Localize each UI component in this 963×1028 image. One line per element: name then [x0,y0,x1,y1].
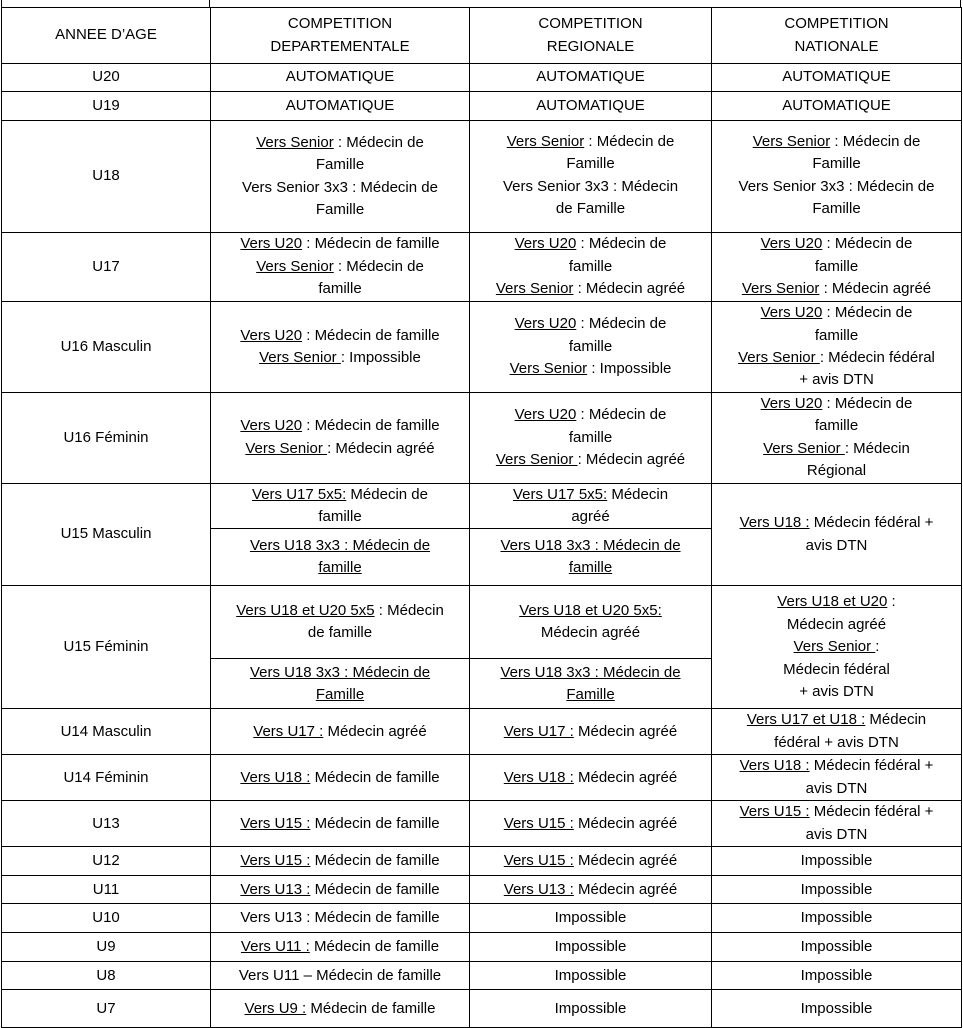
cell-text: Médecin [607,485,669,503]
cell-line [716,636,957,658]
cell-text: : Impossible [340,349,421,366]
nat-cell [712,755,962,801]
cell-text: Médecin agréé [573,814,678,832]
nat-cell: Impossible [712,990,962,1028]
age-cell: U19 [2,92,211,121]
cell-line [474,449,707,471]
reg-cell [470,233,712,302]
header-nat-line1: COMPETITION [784,15,889,33]
age-cell: U18 [2,121,211,233]
table-row [2,393,962,484]
cell-line [215,325,465,347]
cell-link-text: Vers Senior [256,257,334,275]
dept-cell [211,302,470,393]
cell-line: famille [568,428,613,446]
cell-link-text: Vers U15 : [240,814,311,832]
cell-text: Médecin agréé [573,768,678,786]
cell-text: Médecin agréé [573,852,678,870]
header-reg-line1: COMPETITION [538,15,643,33]
cell-line: Médecin agréé [786,615,887,633]
dept-cell: AUTOMATIQUE [211,64,470,92]
header-reg-line2: REGIONALE [546,37,635,55]
nat-cell: AUTOMATIQUE [712,64,962,92]
cell-link-text: Vers Senior [738,349,820,366]
header-row [2,8,962,64]
cell-line: + avis DTN [799,683,874,701]
cell-line: Vers Senior 3x3 : Médecin de [738,177,935,195]
table-row [2,847,962,876]
cell-text: Médecin de [346,485,428,503]
cell-link-text: Vers U18 3x3 : Médecin de [500,663,681,681]
cell-line [474,484,707,506]
cell-line: de famille [307,624,373,642]
cell-text: : Médecin de [822,235,913,253]
age-cell: U10 [2,904,211,933]
cell-link-text: Vers U17 : [503,722,574,740]
cell-text: Médecin de famille [310,814,440,832]
cell-text: Médecin fédéral + [809,514,934,532]
table-row [2,933,962,962]
dept-cell [211,755,470,801]
nat-cell [712,483,962,586]
cell-line [215,415,465,437]
table-row [2,483,962,529]
cell-text: : Médecin agréé [573,280,686,298]
age-cell: U14 Masculin [2,709,211,755]
cell-text: : Médecin de [822,395,913,412]
age-cell: U17 [2,233,211,302]
cell-link-text: Vers U20 [760,304,823,322]
cell-link-text: Vers Senior [245,439,328,457]
cell-line [215,233,465,255]
cell-link-text: Vers U13 : [240,880,311,898]
cell-line [474,358,707,380]
reg-cell: Impossible [470,904,712,933]
table-row [2,302,962,393]
dept-cell [211,801,470,847]
age-cell: U11 [2,876,211,904]
cell-line: famille [318,280,362,298]
cell-text: Médecin [865,711,927,729]
cell-link-text: Vers U20 [514,235,577,253]
cell-text: Médecin de famille [310,880,440,898]
cell-text: Médecin de famille [309,938,440,956]
cell-text: : Médecin de [576,406,667,424]
cell-text: : Médecin de [576,315,667,333]
table-row [2,755,962,801]
cell-text: : Médecin agréé [577,451,686,469]
cell-line: famille [814,417,859,435]
table-row [2,801,962,847]
cell-line [716,393,957,415]
cell-line: + avis DTN [799,371,874,389]
cell-link-text: Vers U18 et U20 [777,593,888,611]
cell-line [716,591,957,613]
reg-cell [470,483,712,529]
cell-line [474,131,707,153]
nat-cell: Impossible [712,933,962,962]
cell-link-text: Vers U15 : [503,814,574,832]
cell-line [716,512,957,534]
cell-link-text: Vers U18 et U20 5x5: [519,602,662,620]
cell-line: famille [568,337,613,355]
cell-link-text: Vers U20 [514,406,577,424]
cell-text: Médecin agréé [323,722,427,740]
cell-link-text: Vers U17 5x5: [512,485,608,503]
cell-text: Médecin fédéral + [809,757,934,775]
cell-link-text: famille [318,559,362,577]
cell-line [215,484,465,506]
cell-line: agréé [571,508,610,526]
cell-text: : Impossible [587,360,672,378]
cell-link-text: Vers U18 3x3 : Médecin de [249,537,431,555]
reg-cell [470,529,712,586]
cell-line: famille [568,257,613,275]
cell-line [716,438,957,460]
reg-cell [470,302,712,393]
cell-link-text: Vers Senior [793,638,876,656]
cell-line: Régional [806,462,867,480]
header-departementale [211,8,470,64]
cell-line [716,278,957,300]
nat-cell [712,801,962,847]
cell-line: Vers Senior 3x3 : Médecin de [242,178,438,196]
dept-cell [211,709,470,755]
cell-line [716,233,957,255]
nat-cell [712,302,962,393]
cell-line [716,302,957,324]
cell-text: Médecin de famille [310,852,440,870]
reg-cell [470,755,712,801]
dept-cell [211,847,470,876]
dept-cell [211,233,470,302]
header-regionale [470,8,712,64]
cell-link-text: Vers U18 : [240,768,311,786]
cell-line [716,347,957,369]
reg-cell [470,801,712,847]
dept-cell [211,529,470,586]
cell-link-text: Vers Senior [763,439,845,457]
cell-text: : Médecin de famille [302,235,440,253]
table-row [2,233,962,302]
cell-link-text: Famille [315,685,365,703]
table-row [2,64,962,92]
cell-text: : Médecin fédéral [819,349,935,366]
reg-cell [470,847,712,876]
cell-link-text: Vers U18 et U20 5x5 [236,602,375,620]
cell-line [215,256,465,278]
nat-cell [712,709,962,755]
cell-link-text: Vers U18 : [739,514,810,532]
nat-cell: AUTOMATIQUE [712,92,962,121]
cell-text: Médecin fédéral + [809,803,934,821]
cell-text: : Médecin [844,439,910,457]
age-cell: U12 [2,847,211,876]
reg-cell [470,876,712,904]
cell-link-text: Vers U20 [240,417,303,435]
dept-cell [211,933,470,962]
cell-text: : Médecin de [822,304,913,322]
cell-link-text: Vers U18 : [739,757,810,775]
dept-cell: Vers U11 – Médecin de famille [211,962,470,990]
cell-line: Famille [566,155,615,173]
cell-line: famille [814,257,859,275]
cell-link-text: Vers U17 : [253,722,324,740]
cell-line [215,438,465,460]
dept-cell [211,990,470,1028]
age-cell: U9 [2,933,211,962]
cell-line: Médecin fédéral [783,660,890,678]
cell-line: Famille [315,200,365,218]
cell-link-text: Vers U17 et U18 : [746,711,866,729]
cell-text: Médecin de famille [306,999,436,1017]
cell-line: Famille [315,156,365,174]
reg-cell [470,121,712,233]
dept-cell [211,586,470,659]
cell-line: famille [814,326,859,344]
age-cell: U13 [2,801,211,847]
reg-cell [470,709,712,755]
age-cell: U16 Masculin [2,302,211,393]
nat-cell: Impossible [712,962,962,990]
cell-link-text: Vers U11 : [240,938,310,956]
nat-cell: Impossible [712,847,962,876]
dept-cell: AUTOMATIQUE [211,92,470,121]
cell-line: Vers Senior 3x3 : Médecin [502,177,679,195]
cell-link-text: Vers Senior [495,451,578,469]
dept-cell [211,121,470,233]
age-cell: U15 Féminin [2,586,211,709]
cell-line [474,313,707,335]
table-top-divider [209,0,210,7]
cell-link-text: Vers U15 : [503,852,574,870]
cell-text: : [875,638,880,656]
age-cell: U8 [2,962,211,990]
cell-line: de Famille [555,200,626,218]
age-cell: U7 [2,990,211,1028]
cell-link-text: Vers U18 3x3 : Médecin de [500,537,681,555]
cell-line [716,131,957,153]
cell-link-text: Vers U15 : [739,803,810,821]
cell-link-text: Vers Senior [256,133,334,151]
nat-cell [712,233,962,302]
nat-cell [712,586,962,709]
cell-text: : Médecin de [576,235,667,253]
cell-link-text: Vers Senior [495,280,574,298]
cell-link-text: famille [568,559,613,577]
cell-text: : Médecin de [584,133,675,150]
header-nationale [712,8,962,64]
table-row [2,904,962,933]
nat-cell: Impossible [712,876,962,904]
table-top-edge [1,0,961,7]
dept-cell: Vers U13 : Médecin de famille [211,904,470,933]
cell-line [215,347,465,369]
cell-line: famille [318,508,362,526]
cell-text: : Médecin de [333,133,424,151]
cell-link-text: Vers U13 : [503,880,574,898]
table-row [2,586,962,659]
cell-text: : Médecin agréé [819,280,932,298]
cell-link-text: Vers U20 [760,235,823,253]
surclassement-table [1,7,962,1028]
cell-line [716,801,957,823]
cell-link-text: Vers U18 3x3 : Médecin de [249,663,431,681]
cell-line [474,278,707,300]
header-age: ANNEE D’AGE [2,8,211,64]
reg-cell [470,393,712,484]
reg-cell: Impossible [470,933,712,962]
cell-line [474,233,707,255]
dept-cell [211,483,470,529]
cell-text: Médecin agréé [573,722,678,740]
cell-text: : Médecin de famille [302,326,440,344]
cell-line [716,755,957,777]
cell-text: : Médecin [374,602,444,620]
cell-text: : Médecin de [333,257,424,275]
cell-link-text: Vers U9 : [244,999,307,1017]
reg-cell: AUTOMATIQUE [470,92,712,121]
cell-link-text: Vers Senior [259,349,341,366]
cell-line: avis DTN [805,536,868,554]
cell-link-text: Vers Senior [509,360,588,378]
cell-line [716,709,957,731]
cell-link-text: Vers U20 [240,326,303,344]
cell-link-text: Vers Senior [506,133,585,150]
cell-link-text: Vers U20 [514,315,577,333]
cell-line [474,404,707,426]
reg-cell: Impossible [470,962,712,990]
cell-line [215,600,465,622]
cell-line: avis DTN [805,825,868,843]
cell-line: Famille [812,155,861,173]
cell-link-text: Vers Senior [741,280,820,298]
cell-link-text: Vers U15 : [240,852,311,870]
table-row [2,121,962,233]
cell-link-text: Famille [566,685,615,703]
cell-text: : Médecin de famille [302,417,440,435]
header-dept-line1: COMPETITION [287,15,393,33]
cell-line: Famille [812,200,861,218]
dept-cell [211,659,470,709]
cell-line [215,132,465,154]
table-row [2,876,962,904]
cell-line: Médecin agréé [540,624,641,642]
age-cell: U20 [2,64,211,92]
cell-link-text: Vers U18 : [503,768,574,786]
cell-text: Médecin agréé [573,880,678,898]
reg-cell [470,586,712,659]
nat-cell [712,121,962,233]
header-dept-line2: DEPARTEMENTALE [270,37,410,55]
cell-text: : Médecin agréé [327,439,435,457]
table-row [2,962,962,990]
cell-link-text: Vers Senior [752,133,831,150]
cell-line: fédéral + avis DTN [774,733,899,751]
table-row [2,990,962,1028]
age-cell: U14 Féminin [2,755,211,801]
cell-text: : [887,593,896,611]
cell-line: avis DTN [805,779,868,797]
header-nat-line2: NATIONALE [794,37,879,55]
reg-cell: AUTOMATIQUE [470,64,712,92]
cell-link-text: Vers U20 [240,235,303,253]
cell-link-text: Vers U20 [760,395,823,412]
cell-text: Médecin de famille [310,768,440,786]
dept-cell [211,876,470,904]
age-cell: U16 Féminin [2,393,211,484]
cell-link-text: Vers U17 5x5: [252,485,347,503]
age-cell: U15 Masculin [2,483,211,586]
table-row [2,709,962,755]
table-row [2,92,962,121]
dept-cell [211,393,470,484]
nat-cell: Impossible [712,904,962,933]
nat-cell [712,393,962,484]
reg-cell [470,659,712,709]
reg-cell: Impossible [470,990,712,1028]
cell-text: : Médecin de [830,133,921,150]
